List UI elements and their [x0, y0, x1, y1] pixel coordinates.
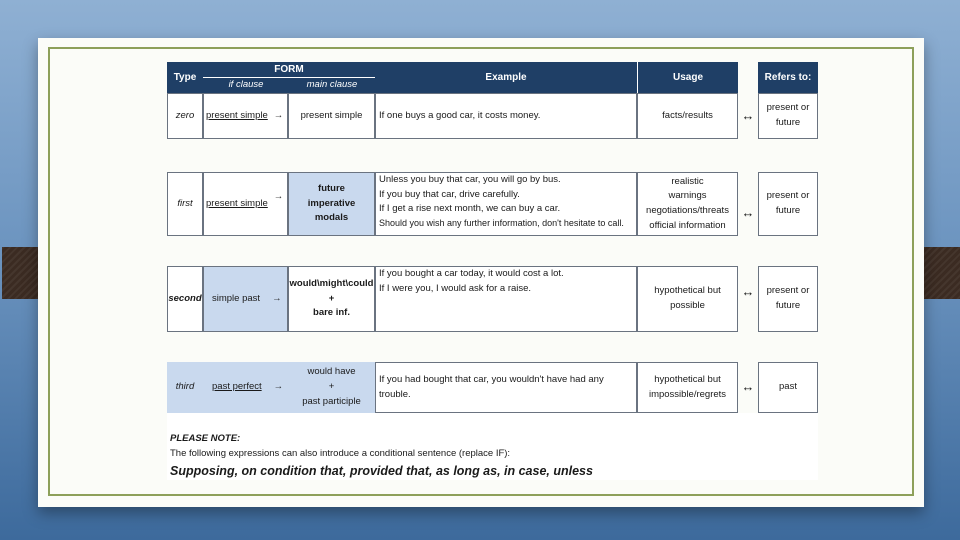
header-form: FORM	[203, 62, 375, 78]
row-second-examples	[375, 266, 637, 332]
row-second-both-arrow-icon: ↔	[741, 283, 755, 299]
row-second-if-clause	[203, 266, 288, 332]
row-zero-example: If one buys a good car, it costs money.	[375, 93, 637, 139]
row-second-refers-line-1: present or	[766, 285, 810, 297]
header-if-clause: if clause	[203, 78, 289, 93]
row-zero-refers-line-1: present or	[766, 102, 810, 114]
row-third-example: If you had bought that car, you wouldn't have had any trouble.	[375, 362, 637, 413]
row-first-main-line-1: future	[318, 182, 345, 194]
row-first-usage-4: official information	[649, 219, 726, 231]
row-second-main-line-2: +	[328, 292, 335, 304]
row-first-example-4: Should you wish any further information, don't hesitate to call.	[379, 218, 624, 229]
row-first-usage-2: warnings	[668, 190, 707, 202]
row-second-main-line-3: bare inf.	[313, 307, 350, 319]
header-example: Example	[375, 62, 637, 93]
row-zero-type: zero	[167, 93, 203, 139]
row-zero-if-clause	[203, 93, 288, 139]
row-second-main-clause	[288, 266, 375, 332]
row-third-refers: past	[758, 362, 818, 413]
header-refers-to: Refers to:	[758, 62, 818, 93]
row-zero-refers	[758, 93, 818, 139]
row-first-example-3: If I get a rise next month, we can buy a car.	[379, 203, 561, 215]
row-second-example-1: If you bought a car today, it would cost a lot.	[379, 268, 564, 279]
row-zero-if-text: present simple	[206, 109, 268, 121]
row-third-right-arrow-icon: →	[273, 381, 284, 393]
row-second-if-text: simple past	[212, 292, 261, 304]
note-box	[167, 413, 818, 480]
row-third-usage-1: hypothetical but	[654, 373, 721, 385]
row-second-type: second	[167, 266, 203, 332]
row-third-both-arrow-icon: ↔	[741, 379, 755, 395]
row-third-if-text: past perfect	[212, 381, 262, 393]
row-first-usage-3: negotiations/threats	[646, 205, 729, 216]
row-first-both-arrow-icon: ↔	[741, 204, 755, 220]
row-zero-usage: facts/results	[637, 93, 738, 139]
row-zero-main-clause: present simple	[288, 93, 375, 139]
row-first-if-clause	[203, 172, 288, 236]
row-zero-refers-line-2: future	[775, 117, 801, 128]
row-third-main-line-3: past participle	[302, 395, 361, 407]
row-second-right-arrow-icon: →	[272, 292, 282, 304]
row-first-right-arrow-icon: →	[273, 190, 284, 202]
row-zero-right-arrow-icon: →	[273, 109, 284, 121]
row-third-usage	[637, 362, 738, 413]
row-first-refers-line-2: future	[775, 205, 801, 216]
row-first-refers-line-1: present or	[766, 190, 810, 202]
row-third-usage-2: impossible/regrets	[648, 388, 727, 400]
conditionals-table	[167, 62, 818, 480]
row-first-usage-1: realistic	[671, 175, 704, 187]
row-first-examples	[375, 172, 637, 236]
row-first-if-text: present simple	[206, 197, 268, 209]
note-title: PLEASE NOTE:	[170, 433, 241, 444]
row-third-type: third	[167, 362, 203, 413]
row-third-main-line-2: +	[328, 381, 335, 393]
row-first-main-clause	[288, 172, 375, 236]
row-first-example-1: Unless you buy that car, you will go by bus.	[379, 174, 561, 185]
header-type: Type	[167, 62, 203, 93]
row-zero-both-arrow-icon: ↔	[741, 107, 755, 123]
row-first-usage	[637, 172, 738, 236]
row-second-example-2: If I were you, I would ask for a raise.	[379, 282, 532, 294]
row-first-example-2: If you buy that car, drive carefully.	[379, 188, 520, 200]
row-first-refers	[758, 172, 818, 236]
row-second-usage-2: possible	[670, 300, 705, 311]
row-first-type: first	[167, 172, 203, 236]
row-second-refers-line-2: future	[775, 300, 801, 311]
row-second-refers	[758, 266, 818, 332]
row-third-if-clause	[203, 362, 288, 413]
row-third-main-line-1: would have	[307, 366, 356, 378]
header-usage: Usage	[637, 62, 738, 93]
row-second-usage	[637, 266, 738, 332]
row-first-main-line-3: modals	[314, 212, 349, 224]
row-second-main-line-1: would\might\could	[289, 277, 374, 289]
note-expressions: Supposing, on condition that, provided that, as long as, in case, unless	[170, 464, 593, 478]
row-third-main-clause	[288, 362, 375, 413]
row-second-usage-1: hypothetical but	[654, 285, 721, 297]
note-line: The following expressions can also introduce a conditional sentence (replace IF):	[170, 448, 511, 459]
header-main-clause: main clause	[289, 78, 375, 93]
row-first-main-line-2: imperative	[307, 197, 356, 209]
